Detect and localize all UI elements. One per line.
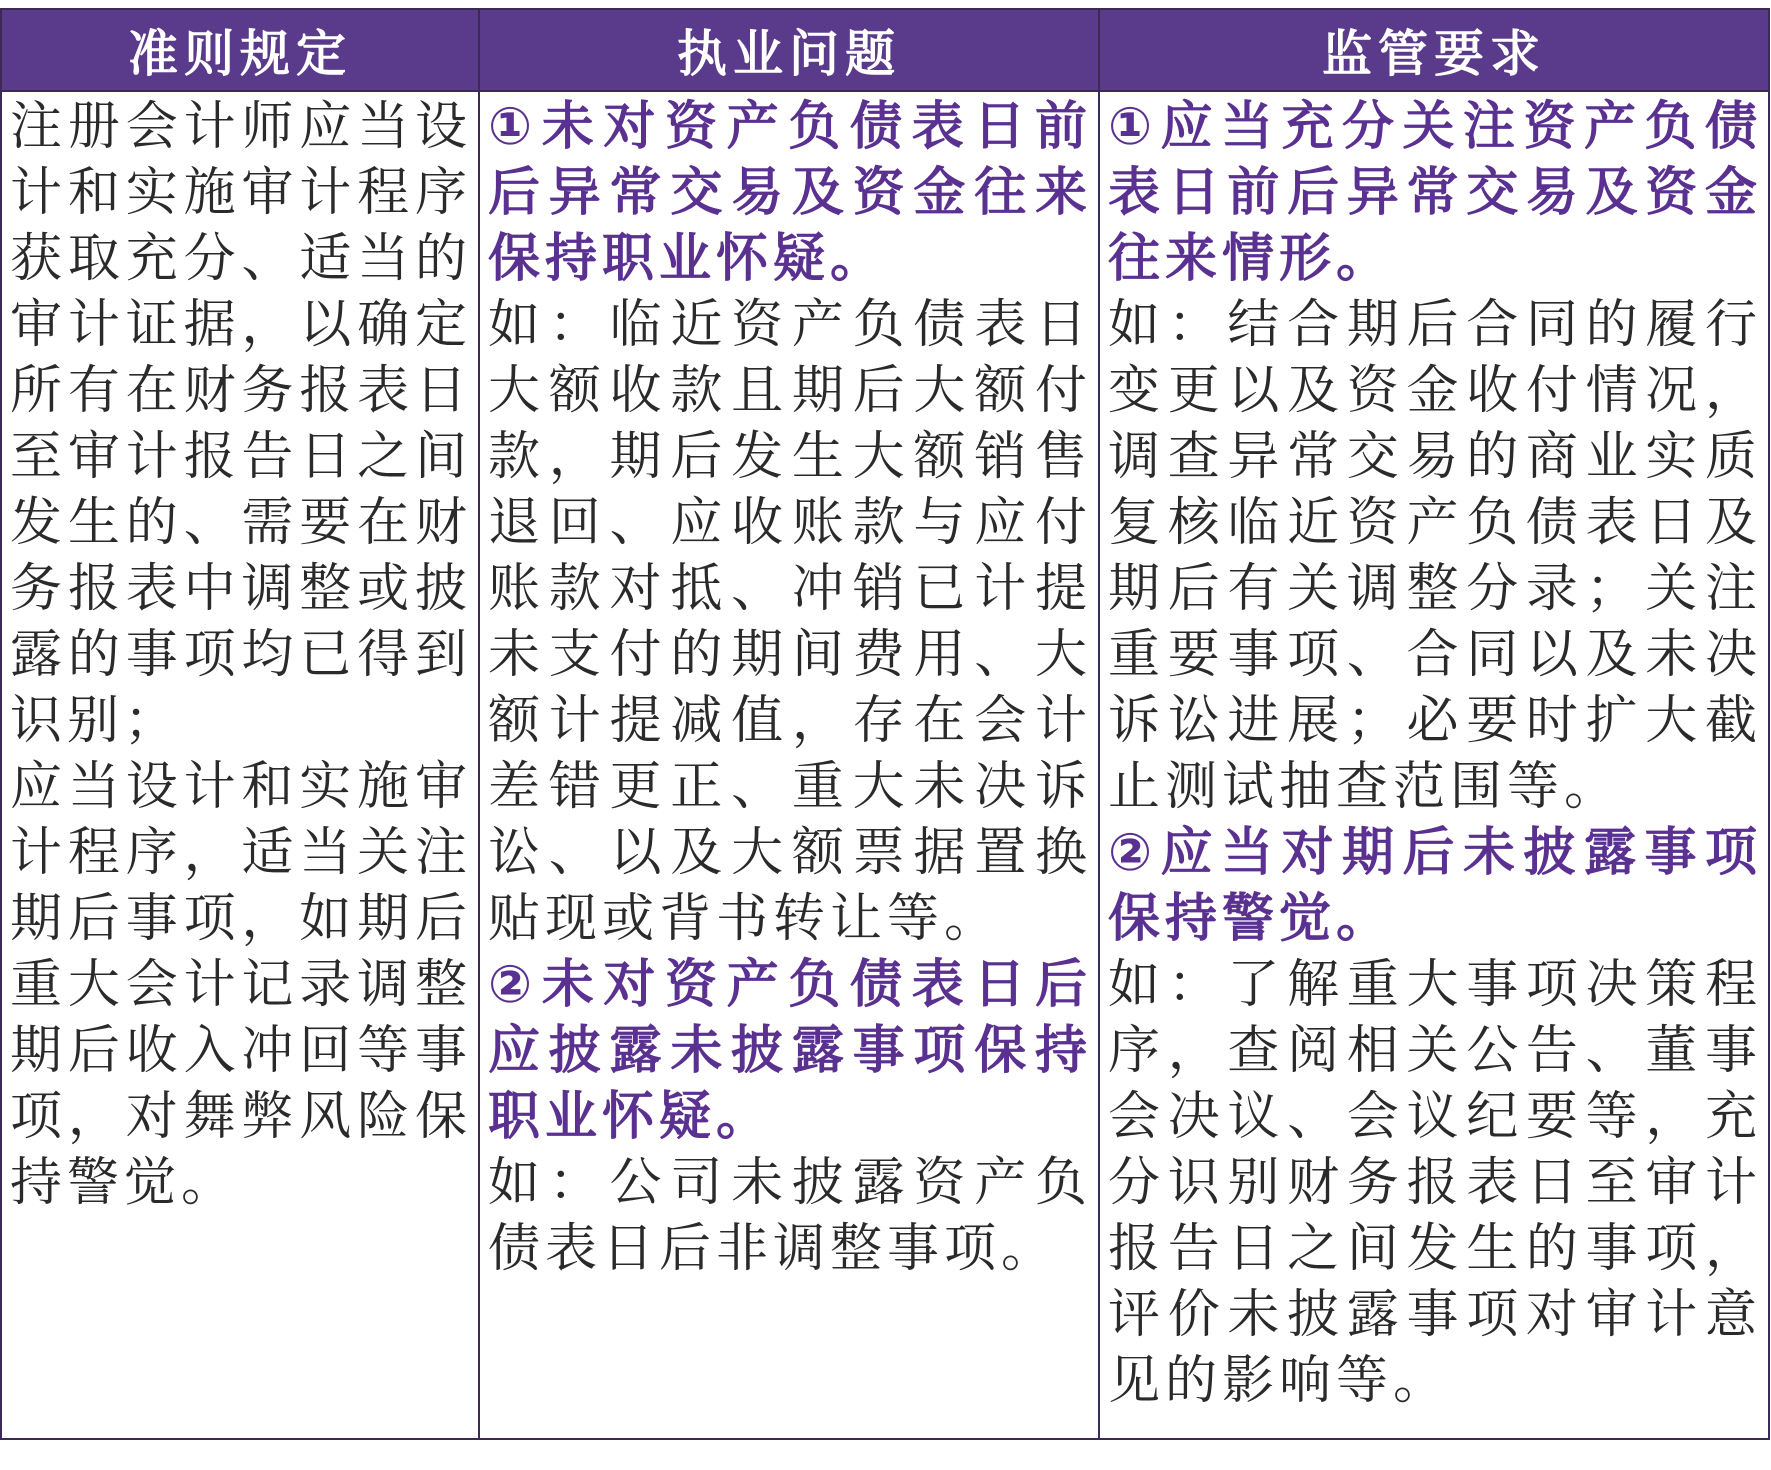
standard-rule-paragraph-1: 注册会计师应当设计和实施审计程序获取充分、适当的审计证据，以确定所有在财务报表日至审计报告日之间发生的、需要在财务报表中调整或披露的事项均已得到识别；: [10, 97, 472, 751]
header-practice-issues: 执业问题: [479, 9, 1099, 91]
requirement-heading-1: ①应当充分关注资产负债表日前后异常交易及资金往来情形。: [1108, 97, 1762, 289]
header-standard-rules: 准则规定: [1, 9, 479, 91]
header-regulatory-requirements: 监管要求: [1099, 9, 1769, 91]
requirement-example-2: 如：了解重大事项决策程序，查阅相关公告、董事会决议、会议纪要等，充分识别财务报表日至审计报告日之间发生的事项，评价未披露事项对审计意见的影响等。: [1108, 955, 1762, 1411]
regulation-table: [0, 8, 1770, 1440]
issue-example-1: 如：临近资产负债表日大额收款且期后大额付款，期后发生大额销售退回、应收账款与应付账款对抵、冲销已计提未支付的期间费用、大额计提减值，存在会计差错更正、重大未决诉讼、以及大额票据置换贴现或背书转让等。: [488, 295, 1092, 949]
issue-example-2: 如：公司未披露资产负债表日后非调整事项。: [488, 1153, 1092, 1279]
requirement-heading-2: ②应当对期后未披露事项保持警觉。: [1108, 823, 1762, 949]
requirement-example-1: 如：结合期后合同的履行变更以及资金收付情况，调查异常交易的商业实质复核临近资产负债表日及期后有关调整分录；关注重要事项、合同以及未决诉讼进展；必要时扩大截止测试抽查范围等。: [1108, 295, 1762, 817]
issue-heading-1: ①未对资产负债表日前后异常交易及资金往来保持职业怀疑。: [488, 97, 1092, 289]
content-row: [1, 91, 1769, 1439]
cell-standard-rules: [1, 91, 479, 1439]
cell-regulatory-requirements: [1099, 91, 1769, 1439]
cell-practice-issues: [479, 91, 1099, 1439]
issue-heading-2: ②未对资产负债表日后应披露未披露事项保持职业怀疑。: [488, 955, 1092, 1147]
header-row: [1, 9, 1769, 91]
standard-rule-paragraph-2: 应当设计和实施审计程序，适当关注期后事项，如期后重大会计记录调整期后收入冲回等事项，对舞弊风险保持警觉。: [10, 757, 472, 1213]
